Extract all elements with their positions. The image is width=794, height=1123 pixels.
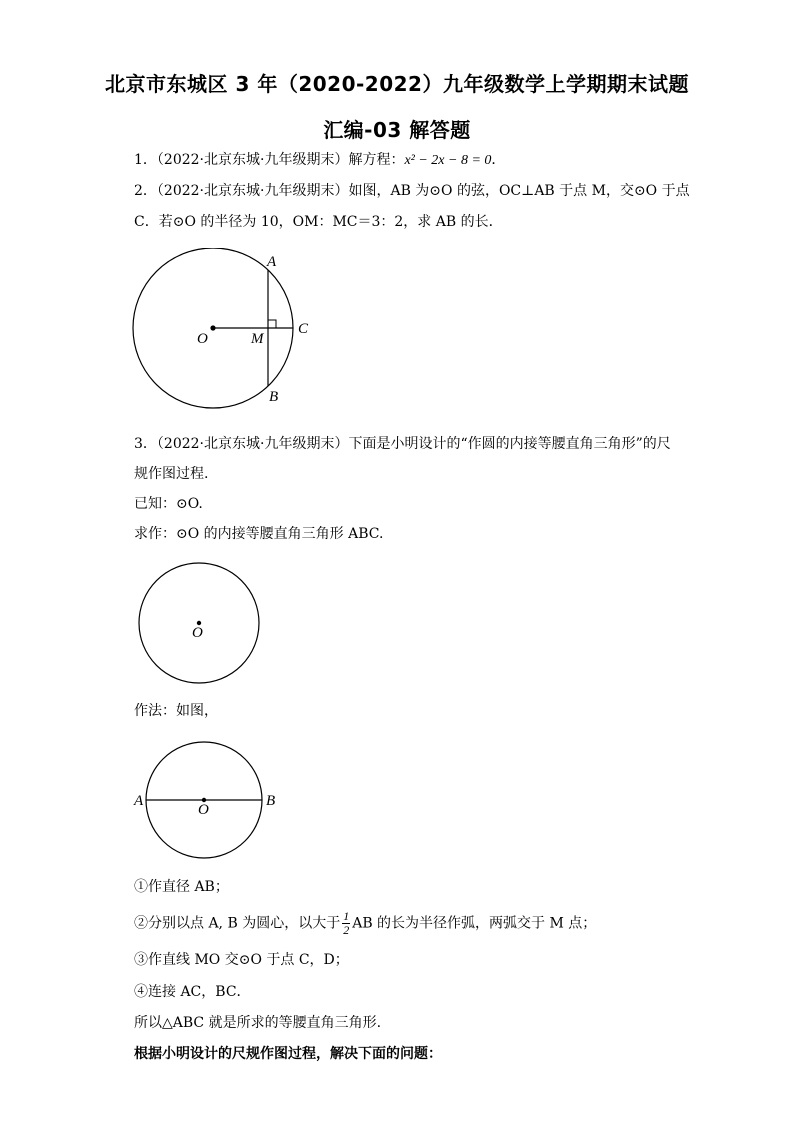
page-subtitle: 汇编-03 解答题	[323, 118, 471, 142]
q1-end: ．	[491, 152, 506, 168]
q3-step-3: ③作直线 MO 交⊙O 于点 C，D；	[134, 952, 349, 968]
q3-label-b: B	[266, 793, 276, 809]
q1-equation: x² − 2x − 8 = 0	[404, 153, 492, 168]
q3-find: 求作：⊙O 的内接等腰直角三角形 ABC.	[134, 526, 384, 542]
q3-step-2-pre: ②分别以点 A, B 为圆心，以大于	[134, 915, 341, 932]
q3-label-a: A	[134, 793, 144, 809]
label-o: O	[197, 331, 208, 347]
q2-source: （2022·北京东城·九年级期末）	[156, 183, 349, 199]
q3-text-1: 下面是小明设计的“作圆的内接等腰直角三角形”的尺	[348, 436, 671, 452]
q1-number: 1．	[134, 152, 157, 168]
label-a: A	[267, 254, 277, 270]
q3-step-1: ①作直径 AB；	[134, 879, 229, 895]
q3-step-4: ④连接 AC，BC．	[134, 984, 251, 1000]
q3-prompt: 根据小明设计的尺规作图过程，解决下面的问题：	[134, 1046, 442, 1062]
question-2-line-1	[134, 181, 690, 201]
question-3-line-1	[134, 434, 671, 454]
q3-step-2-post: AB 的长为半径作弧，两弧交于 M 点；	[352, 915, 597, 932]
q3-conclusion: 所以△ABC 就是所求的等腰直角三角形.	[134, 1015, 382, 1031]
q3-known: 已知：⊙O.	[134, 496, 203, 512]
q3-step-2	[134, 910, 596, 937]
label-m: M	[251, 331, 264, 347]
q2-text-1: 如图，AB 为⊙O 的弦，OC⊥AB 于点 M，交⊙O 于点	[348, 183, 690, 199]
q1-text: 解方程：	[348, 152, 405, 168]
fraction-numerator: 1	[343, 909, 350, 923]
right-angle-mark	[268, 320, 276, 328]
question-1	[134, 150, 505, 171]
center-point-o	[210, 325, 215, 330]
q3-text-2: 规作图过程.	[134, 466, 209, 482]
q2-number: 2．	[134, 183, 157, 199]
q3-label-o-2: O	[198, 802, 209, 818]
q3-source: （2022·北京东城·九年级期末）	[156, 436, 349, 452]
fraction-denominator: 2	[343, 923, 350, 937]
page-title: 北京市东城区 3 年（2020-2022）九年级数学上学期期末试题	[105, 72, 689, 96]
q2-text-2: C．若⊙O 的半径为 10，OM：MC＝3：2，求 AB 的长．	[134, 214, 503, 230]
q3-circle-figure-1	[136, 560, 264, 688]
q3-label-o-1: O	[192, 625, 203, 641]
one-half-fraction	[342, 910, 350, 937]
q3-circle-figure-2	[128, 738, 288, 866]
q1-source: （2022·北京东城·九年级期末）	[156, 152, 349, 168]
q3-number: 3．	[134, 436, 157, 452]
q3-method: 作法：如图，	[134, 703, 218, 719]
label-b: B	[269, 389, 279, 405]
q2-circle-figure	[128, 248, 318, 410]
label-c: C	[298, 321, 309, 337]
